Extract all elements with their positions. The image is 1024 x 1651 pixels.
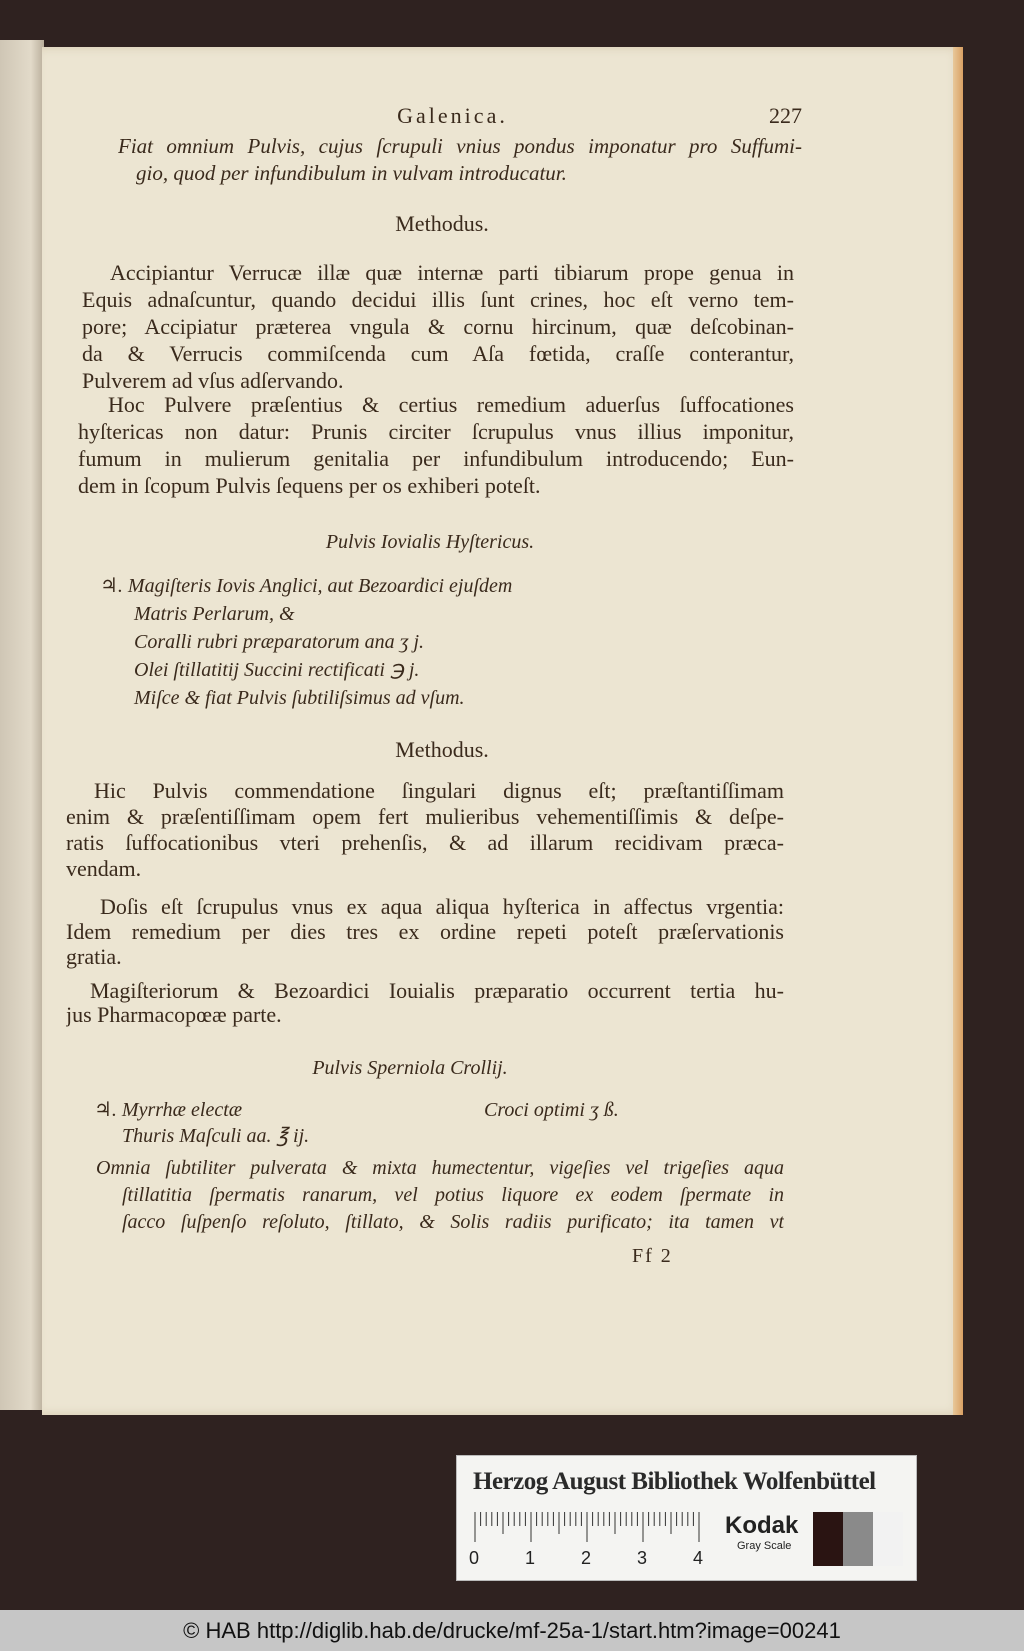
gray-scale-label: Gray Scale: [737, 1540, 792, 1552]
text-line: Miſce & fiat Pulvis ſubtiliſsimus ad vſum.: [134, 687, 465, 709]
paragraph-1: [82, 259, 794, 394]
ruler-number: 1: [525, 1548, 536, 1568]
text-line: Omnia ſubtiliter pulverata & mixta humectentur, vigeſies vel trigeſies aqua: [96, 1157, 784, 1179]
text-line: ratis ſuffocationibus vteri prehenſis, & ad illarum recidivam præca-: [66, 830, 784, 855]
omnia-paragraph: [96, 1155, 784, 1236]
library-name: Herzog August Bibliothek Wolfenbüttel: [473, 1468, 876, 1495]
text-line: Fiat omnium Pulvis, cujus ſcrupuli vnius pondus imponatur pro Suffumi-: [118, 134, 802, 158]
text-line: Equis adnaſcuntur, quando decidui illis ſunt crines, hoc eſt verno tem-: [82, 287, 794, 312]
swatch-dark: [813, 1512, 843, 1566]
text-line: Pulverem ad vſus adſervando.: [82, 368, 344, 393]
text-line: Matris Perlarum, &: [134, 603, 295, 625]
signature-mark: Ff 2: [632, 1245, 673, 1267]
ruler-number: 4: [693, 1548, 704, 1568]
text-line: jus Pharmacopœæ parte.: [66, 1003, 282, 1027]
text-line: hyſtericas non datur: Prunis circiter ſcrupulus vnus illius imponitur,: [78, 419, 794, 444]
heading-methodus-2: Methodus.: [395, 737, 489, 762]
footer-copyright-url: © HAB http://diglib.hab.de/drucke/mf-25a-1/start.htm?image=00241: [0, 1610, 1024, 1651]
recipe-1: [100, 572, 512, 712]
text-line: pore; Accipiatur præterea vngula & cornu hircinum, quæ deſcobinan-: [82, 314, 794, 339]
previous-page-edge: [0, 40, 44, 1410]
text-line: Idem remedium per dies tres ex ordine repeti poteſt præſervationis: [66, 919, 784, 944]
paragraph-5: [66, 979, 784, 1027]
text-line: enim & præſentiſſimam opem fert mulieribus vehementiſſimis & deſpe-: [66, 804, 784, 829]
recipe-1-title: Pulvis Iovialis Hyſtericus.: [325, 531, 535, 553]
heading-methodus-1: Methodus.: [395, 211, 489, 236]
text-line: Coralli rubri præparatorum ana ʒ j.: [134, 631, 425, 653]
text-line: Hoc Pulvere præſentius & certius remedium aduerſus ſuffocationes: [108, 392, 794, 417]
text-line: vendam.: [66, 856, 142, 881]
running-head: Galenica.: [397, 103, 508, 128]
text-line: Olei ſtillatitij Succini rectificati ℈ j.: [134, 659, 420, 681]
text-line: gio, quod per infundibulum in vulvam introducatur.: [136, 161, 567, 185]
kodak-logo: Kodak: [725, 1512, 799, 1539]
paragraph-2: [78, 391, 794, 499]
text-line: ſtillatitia ſpermatis ranarum, vel potius liquore ex eodem ſpermate in: [122, 1184, 784, 1206]
book-page: [42, 47, 963, 1415]
ruler-number: 2: [581, 1548, 592, 1568]
text-line: Magiſteriorum & Bezoardici Iouialis præparatio occurrent tertia hu-: [90, 979, 784, 1003]
intro-italic: [118, 133, 802, 187]
ruler-number: 0: [469, 1548, 480, 1568]
paragraph-4: [66, 894, 784, 969]
text-line: ♃. Magiſteris Iovis Anglici, aut Bezoardici ejuſdem: [100, 575, 513, 597]
swatch-mid: [843, 1512, 873, 1566]
text-line: da & Verrucis commiſcenda cum Aſa fœtida, craſſe conterantur,: [82, 341, 794, 366]
text-line: Accipiantur Verrucæ illæ quæ internæ parti tibiarum prope genua in: [110, 260, 794, 285]
swatch-light: [873, 1512, 903, 1566]
text-line: Doſis eſt ſcrupulus vnus ex aqua aliqua hyſterica in affectus vrgentia:: [100, 894, 784, 919]
page-edge: [953, 47, 963, 1415]
color-card: [456, 1455, 917, 1581]
recipe-2-title: Pulvis Sperniola Crollij.: [312, 1057, 508, 1079]
ruler: [473, 1512, 713, 1542]
text-line: ſacco ſuſpenſo reſoluto, ſtillato, & Solis radiis purificato; ita tamen vt: [122, 1211, 784, 1233]
text-line: gratia.: [66, 944, 122, 969]
text-line: dem in ſcopum Pulvis ſequens per os exhiberi poteſt.: [78, 473, 541, 498]
text-line: Hic Pulvis commendatione ſingulari dignus eſt; præſtantiſſimam: [94, 778, 784, 803]
ruler-number: 3: [637, 1548, 648, 1568]
page-number: 227: [769, 103, 802, 128]
paragraph-3: [66, 778, 784, 882]
recipe-2-column-2: Croci optimi ʒ ß.: [484, 1099, 619, 1121]
text-line: fumum in mulierum genitalia per infundibulum introducendo; Eun-: [78, 446, 794, 471]
recipe-2-line-2: Thuris Maſculi aa. ℥ ij.: [122, 1125, 310, 1147]
recipe-2-line-1: ♃. Myrrhæ electæ: [94, 1099, 243, 1121]
